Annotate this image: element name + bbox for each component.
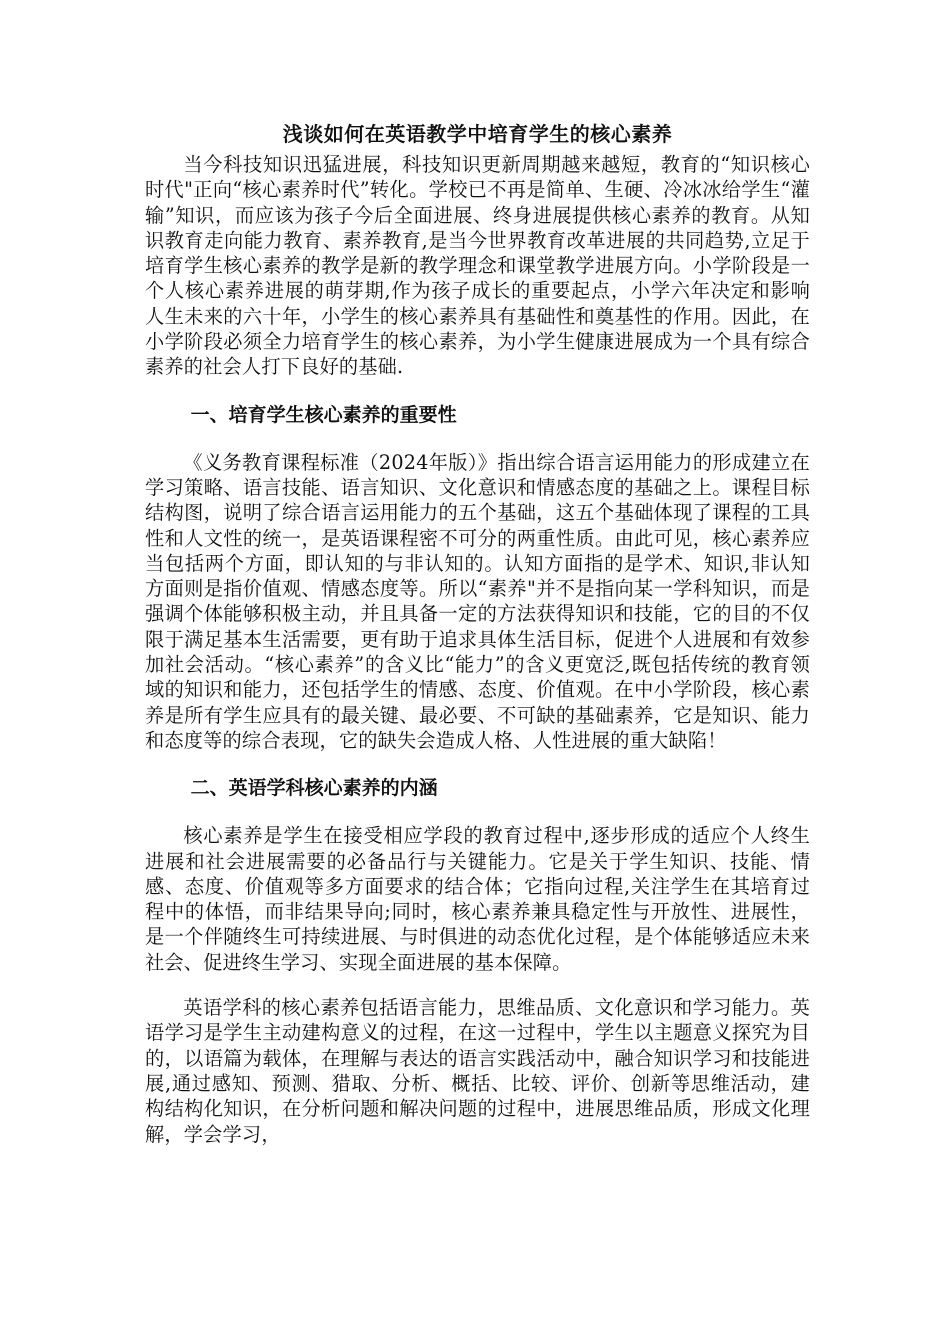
section-2-paragraph-2: 英语学科的核心素养包括语言能力，思维品质、文化意识和学习能力。英语学习是学生主动建构意义的过程，在这一过程中，学生以主题意义探究为目的，以语篇为载体，在理解与表达的语言实践活动中，融合知识学习和技能进展,通过感知、预测、猎取、分析、概括、比较、评价、创新等思维活动，建构结构化知识，在分析问题和解决问题的过程中，进展思维品质，形成文化理解，学会学习， bbox=[145, 996, 810, 1146]
document-page bbox=[145, 118, 810, 1147]
intro-paragraph: 当今科技知识迅猛进展，科技知识更新周期越来越短，教育的“知识核心时代"正向“核心素养时代”转化。学校已不再是简单、生硬、冷冰冰给学生“灌输”知识，而应该为孩子今后全面进展、终身进展提供核心素养的教育。从知识教育走向能力教育、素养教育,是当今世界教育改革进展的共同趋势,立足于培育学生核心素养的教学是新的教学理念和课堂教学进展方向。小学阶段是一个人核心素养进展的萌芽期,作为孩子成长的重要起点，小学六年决定和影响人生未来的六十年，小学生的核心素养具有基础性和奠基性的作用。因此，在小学阶段必须全力培育学生的核心素养，为小学生健康进展成为一个具有综合素养的社会人打下良好的基础. bbox=[145, 153, 810, 379]
section-2-paragraph-1: 核心素养是学生在接受相应学段的教育过程中,逐步形成的适应个人终生进展和社会进展需要的必备品行与关键能力。它是关于学生知识、技能、情感、态度、价值观等多方面要求的结合体；它指向过程,关注学生在其培育过程中的体悟，而非结果导向;同时，核心素养兼具稳定性与开放性、进展性，是一个伴随终生可持续进展、与时俱进的动态优化过程，是个体能够适应未来社会、促进终生学习、实现全面进展的基本保障。 bbox=[145, 824, 810, 974]
section-1-paragraph: 《义务教育课程标准（2024年版）》指出综合语言运用能力的形成建立在学习策略、语言技能、语言知识、文化意识和情感态度的基础之上。课程目标结构图，说明了综合语言运用能力的五个基础，这五个基础体现了课程的工具性和人文性的统一，是英语课程密不可分的两重性质。由此可见，核心素养应当包括两个方面，即认知的与非认知的。认知方面指的是学术、知识,非认知方面则是指价值观、情感态度等。所以“素养"并不是指向某一学科知识，而是强调个体能够积极主动，并且具备一定的方法获得知识和技能，它的目的不仅限于满足基本生活需要，更有助于追求具体生活目标，促进个人进展和有效参加社会活动。“核心素养”的含义比“能力”的含义更宽泛,既包括传统的教育领域的知识和能力，还包括学生的情感、态度、价值观。在中小学阶段，核心素养是所有学生应具有的最关键、最必要、不可缺的基础素养，它是知识、能力和态度等的综合表现，它的缺失会造成人格、人性进展的重大缺陷！ bbox=[145, 450, 810, 752]
document-title: 浅谈如何在英语教学中培育学生的核心素养 bbox=[282, 122, 673, 146]
section-2-heading: 二、英语学科核心素养的内涵 bbox=[190, 777, 438, 800]
section-1-heading: 一、培育学生核心素养的重要性 bbox=[190, 403, 457, 426]
